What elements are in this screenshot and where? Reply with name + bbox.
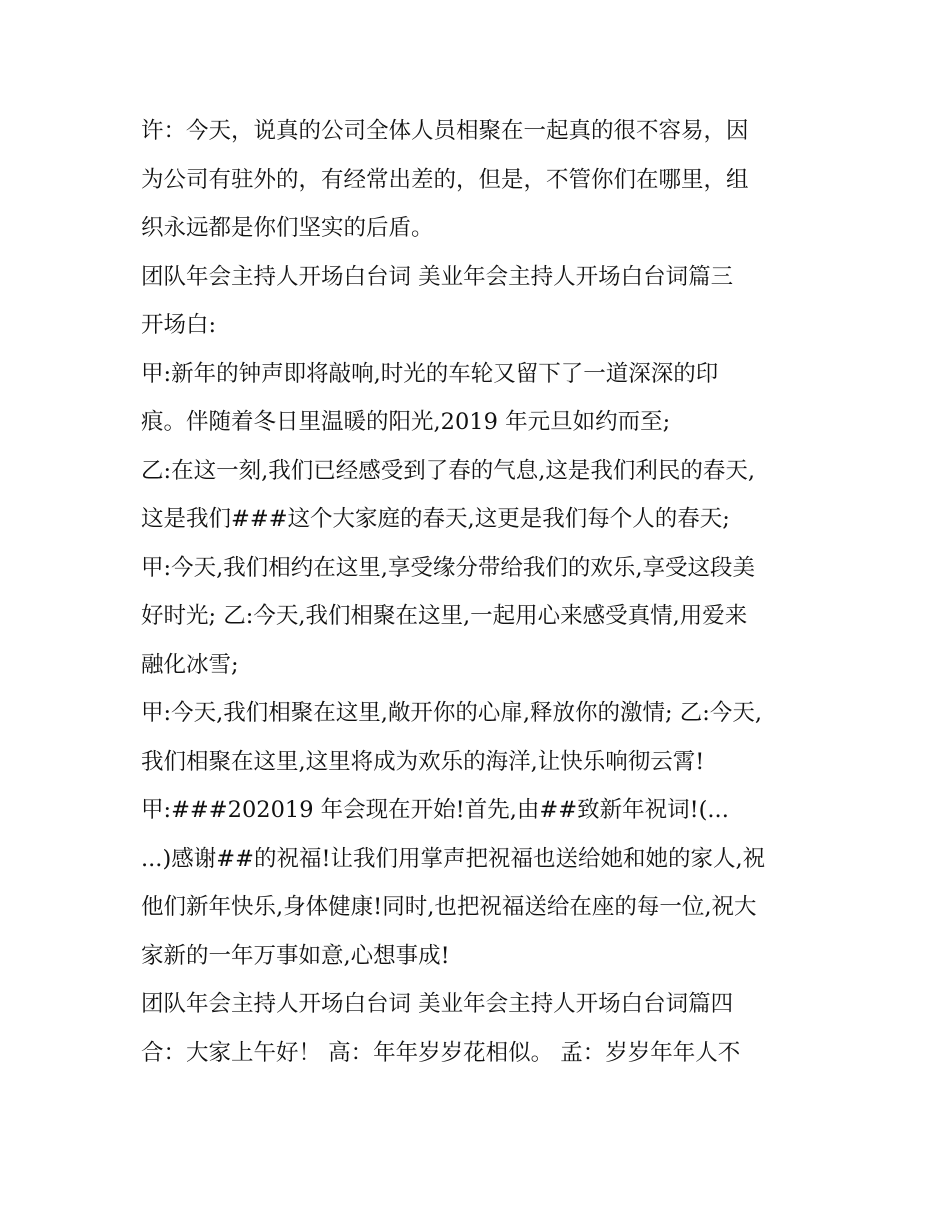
text-line: 甲:今天,我们相约在这里,享受缘分带给我们的欢乐,享受这段美 [141,554,756,581]
text-line: 我们相聚在这里,这里将成为欢乐的海洋,让快乐响彻云霄! [141,748,705,775]
text-line: 甲:新年的钟声即将敲响,时光的车轮又留下了一道深深的印 [141,360,719,387]
text-line: 乙:在这一刻,我们已经感受到了春的气息,这是我们利民的春天, [141,457,756,484]
text-line: 许：今天，说真的公司全体人员相聚在一起真的很不容易，因 [141,118,749,144]
text-line: 这是我们###这个大家庭的春天,这更是我们每个人的春天; [141,506,730,532]
text-line: 他们新年快乐,身体健康!同时,也把祝福送给在座的每一位,祝大 [141,894,757,920]
text-line: 甲:###202019 年会现在开始!首先,由##致新年祝词!(... [141,797,729,823]
text-line: 开场白: [141,312,217,338]
text-line: 织永远都是你们坚实的后盾。 [141,215,434,241]
text-line: 好时光; 乙:今天,我们相聚在这里,一起用心来感受真情,用爱来 [141,603,748,629]
document-body [141,107,813,1077]
text-line: 为公司有驻外的，有经常出差的，但是，不管你们在哪里，组 [141,166,749,193]
text-line: 合：大家上午好！ 高：年年岁岁花相似。 孟：岁岁年年人不 [141,1039,741,1066]
text-line: 痕。伴随着冬日里温暖的阳光,2019 年元旦如约而至; [141,409,671,435]
text-line: 融化冰雪; [141,651,239,678]
text-line: 甲:今天,我们相聚在这里,敞开你的心扉,释放你的激情; 乙:今天, [141,700,763,726]
section-heading: 团队年会主持人开场白台词 美业年会主持人开场白台词篇四 [141,991,734,1017]
text-line: ...)感谢##的祝福!让我们用掌声把祝福也送给她和她的家人,祝 [141,845,766,872]
section-heading: 团队年会主持人开场白台词 美业年会主持人开场白台词篇三 [141,263,734,290]
text-line: 家新的一年万事如意,心想事成! [141,942,450,969]
